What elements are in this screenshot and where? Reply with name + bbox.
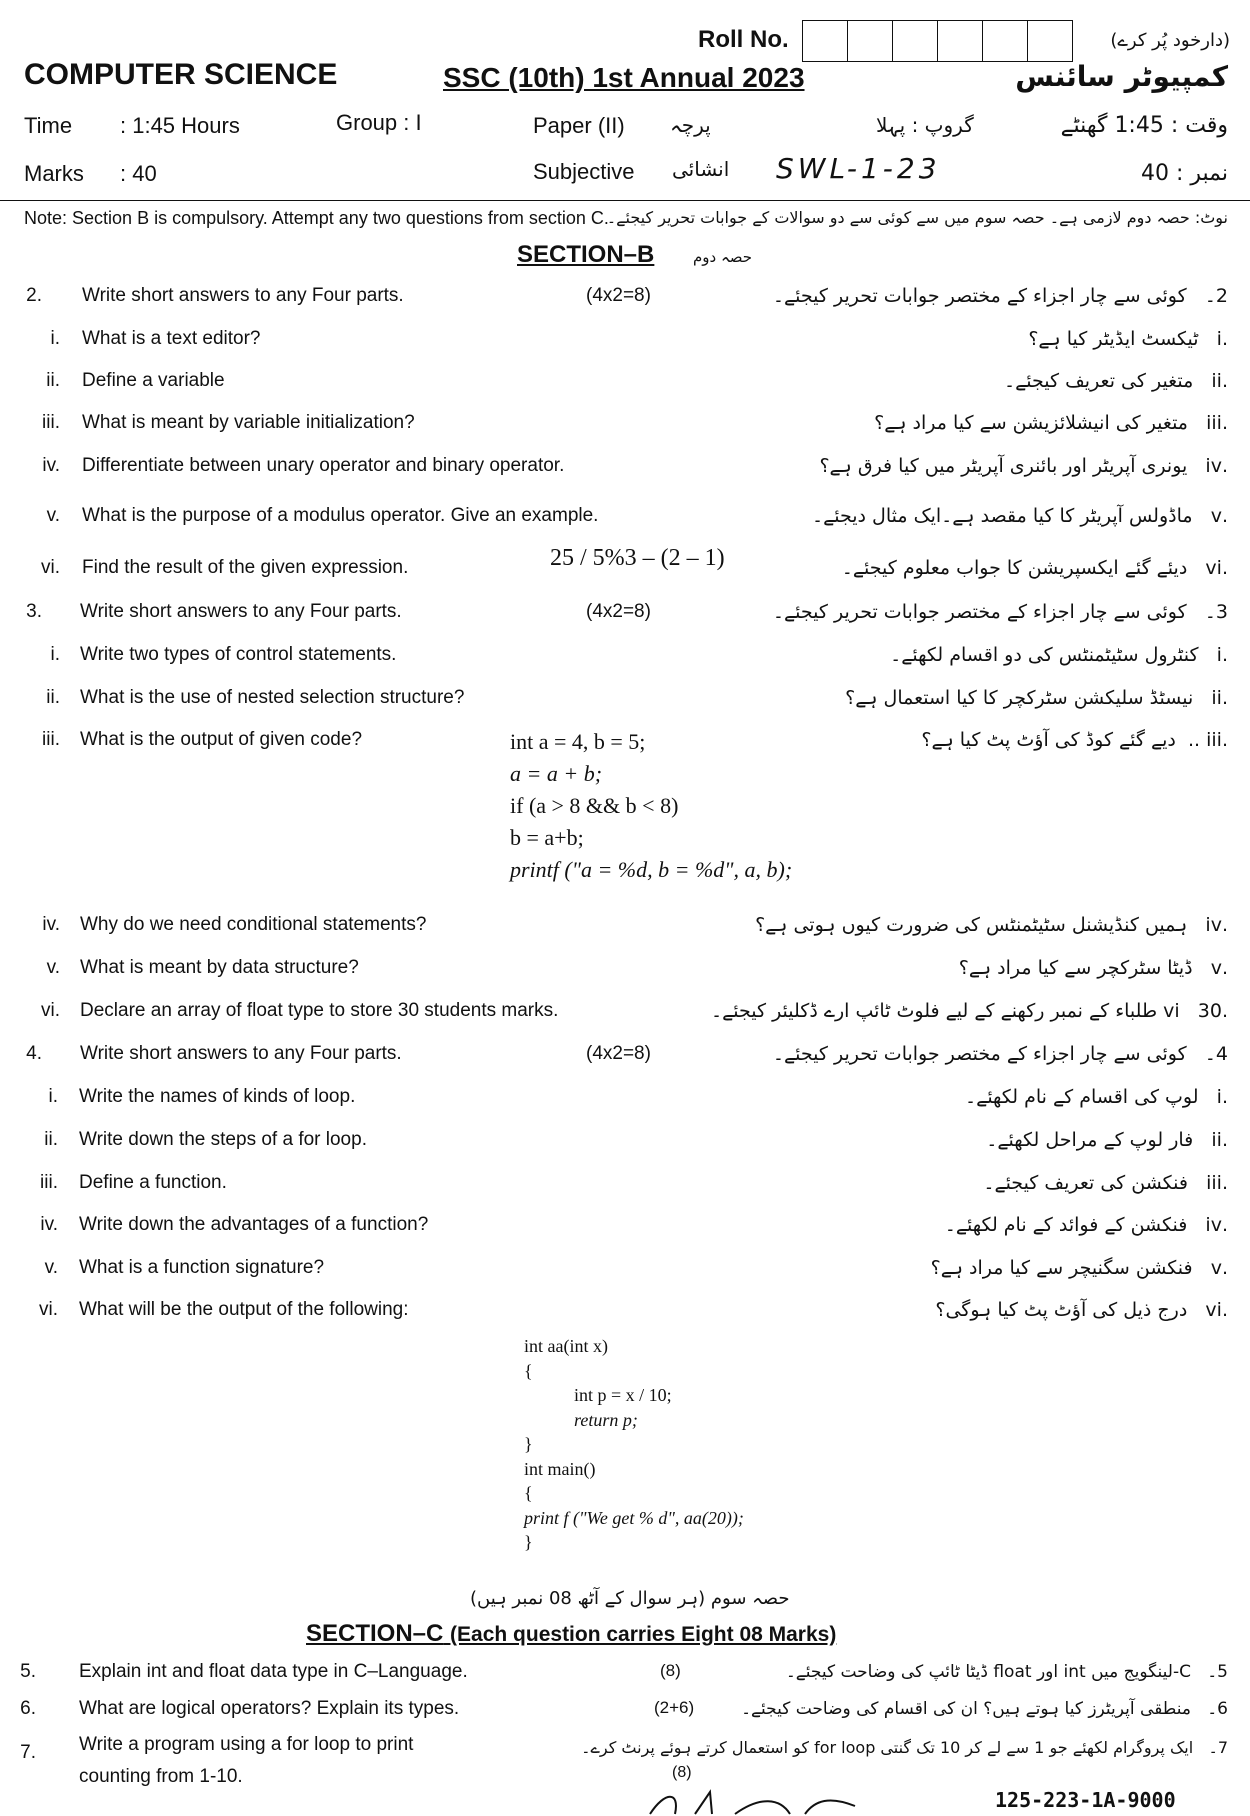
question-part: iv. Write down the advantages of a function? .iv فنکشن کے فوائد کے نام لکھئے۔: [40, 1214, 1228, 1236]
code-block-q3: [510, 726, 792, 886]
question-part: i. Write the names of kinds of loop. .i لوپ کی اقسام کے نام لکھئے۔: [48, 1086, 1228, 1108]
question-part: iv. Differentiate between unary operator and binary operator. .iv یونری آپریٹر اور بائنری آپریٹر میں کیا فرق ہے؟: [42, 455, 1228, 477]
question-part: ii. What is the use of nested selection structure? .ii نیسٹڈ سلیکشن سٹرکچر کا کیا استعمال ہے؟: [46, 687, 1228, 709]
handwritten-paper-code: SWL-1-23: [776, 152, 941, 185]
question-part: v. What is the purpose of a modulus operator. Give an example. .v ماڈولس آپریٹر کا کیا مقصد ہے۔ایک مثال دیجئے۔: [46, 505, 1228, 527]
group-label-urdu: گروپ : پہلا: [876, 113, 974, 137]
roll-box[interactable]: [938, 21, 983, 61]
section-c-subtitle: (Each question carries Eight 08 Marks): [450, 1623, 837, 1646]
roll-box[interactable]: [983, 21, 1028, 61]
question-part: vi. What will be the output of the following: .vi درج ذیل کی آؤٹ پٹ کیا ہوگی؟: [39, 1299, 1228, 1321]
footer-code: 125-223-1A-9000: [995, 1788, 1176, 1812]
code-line: int aa(int x): [524, 1336, 608, 1356]
expression: 25 / 5%3 – (2 – 1): [550, 545, 725, 571]
question-2: [0, 285, 1250, 323]
question-part: ii. Define a variable .ii متغیر کی تعریف کیجئے۔: [46, 370, 1228, 392]
code-line: }: [524, 1532, 533, 1552]
roll-label: Roll No.: [698, 26, 789, 53]
question-part: iii. Define a function. .iii فنکشن کی تعریف کیجئے۔: [40, 1172, 1228, 1194]
time-label-urdu: وقت : 1:45 گھنٹے: [1060, 113, 1228, 138]
section-b-title-urdu: حصہ دوم: [693, 248, 753, 266]
subjective-label-urdu: انشائی: [672, 157, 730, 181]
marks-label-urdu: نمبر : 40: [1140, 161, 1228, 186]
question-7: 7. Write a program using a for loop to print counting from 1-10. 7۔ ایک پروگرام لکھئے جو 1 سے لے کر 10 تک گنتی for loop کو استعمال کرتے ہوئے پرنٹ کرے۔ (8): [20, 1734, 1228, 1787]
time-label: Time: [24, 113, 73, 138]
code-line: {: [524, 1360, 533, 1381]
question-4: 4. Write short answers to any Four parts. (4x2=8) 4۔ کوئی سے چار اجزاء کے مختصر جوابات تحریر کیجئے۔: [26, 1043, 1228, 1065]
question-part: iii. What is meant by variable initialization? .iii متغیر کی انیشلائزیشن سے کیا مراد ہے؟: [42, 412, 1228, 434]
code-line: return p;: [574, 1409, 638, 1430]
marks-value: : 40: [120, 161, 157, 186]
question-6: 6. What are logical operators? Explain its types. (2+6) 6۔ منطقی آپریٹرز کیا ہوتے ہیں؟ ان کی اقسام کی وضاحت کیجئے۔: [20, 1698, 1228, 1719]
question-part: vi. Declare an array of float type to store 30 students marks. .vi 30 طلباء کے نمبر رکھنے کے لیے فلوٹ ٹائپ ارے ڈکلیئر کیجئے۔: [41, 1000, 1228, 1022]
roll-box[interactable]: [893, 21, 938, 61]
roll-box[interactable]: [848, 21, 893, 61]
code-line: printf ("a = %d, b = %d", a, b);: [510, 857, 793, 882]
note-urdu: نوٹ: حصہ دوم لازمی ہے۔ حصہ سوم میں سے کوئی سے دو سوالات کے جوابات تحریر کیجئے۔: [606, 208, 1228, 227]
paper-label: Paper (II): [533, 113, 625, 138]
roll-box[interactable]: [1028, 21, 1072, 61]
subject-title: COMPUTER SCIENCE: [24, 58, 338, 91]
time-value: : 1:45 Hours: [120, 113, 240, 138]
code-line: print f ("We get % d", aa(20));: [524, 1507, 744, 1528]
question-number: 2.: [26, 285, 42, 306]
question-part: i. What is a text editor? .i ٹیکسٹ ایڈیٹر کیا ہے؟: [50, 328, 1228, 350]
roll-label-urdu: (دارخود پُر کرے): [1110, 30, 1230, 51]
question-marks: (4x2=8): [586, 285, 651, 306]
roll-box[interactable]: [803, 21, 848, 61]
question-text-urdu: 2۔ کوئی سے چار اجزاء کے مختصر جوابات تحریر کیجئے۔: [772, 285, 1228, 307]
code-line: int a = 4, b = 5;: [510, 729, 646, 754]
section-c-title-urdu: حصہ سوم (ہر سوال کے آٹھ 08 نمبر ہیں): [470, 1588, 790, 1609]
question-text: Write short answers to any Four parts.: [82, 285, 404, 306]
question-part: i. Write two types of control statements. .i کنٹرول سٹیٹمنٹس کی دو اقسام لکھئے۔: [50, 644, 1228, 666]
group-label: Group : I: [336, 110, 422, 135]
code-line: int main(): [524, 1458, 596, 1479]
question-5: 5. Explain int and float data type in C–Language. (8) 5۔ C-لینگویج میں int اور float ڈیٹا ٹائپ کی وضاحت کیجئے۔: [20, 1661, 1228, 1682]
section-c-heading: SECTION–C: [306, 1620, 444, 1647]
code-line: {: [524, 1483, 533, 1503]
question-3: 3. Write short answers to any Four parts. (4x2=8) 3۔ کوئی سے چار اجزاء کے مختصر جوابات تحریر کیجئے۔: [26, 601, 1228, 623]
question-part: iii. What is the output of given code? .iii .. دیے گئے کوڈ کی آؤٹ پٹ کیا ہے؟: [42, 729, 1228, 751]
roll-number-boxes[interactable]: [802, 20, 1073, 62]
section-b-title: SECTION–B: [517, 241, 655, 268]
subjective-label: Subjective: [533, 159, 635, 184]
marks-label: Marks: [24, 161, 84, 186]
question-part: iv. Why do we need conditional statements? .iv ہمیں کنڈیشنل سٹیٹمنٹس کی ضرورت کیوں ہوتی ہے؟: [42, 914, 1228, 936]
question-part: vi. Find the result of the given expression. .vi دیئے گئے ایکسپریشن کا جواب معلوم کیجئے۔: [41, 557, 1228, 579]
code-line: if (a > 8 && b < 8): [510, 793, 679, 818]
code-line: a = a + b;: [510, 761, 603, 786]
code-block-q4: [524, 1334, 744, 1555]
code-line: b = a+b;: [510, 825, 584, 850]
exam-title: SSC (10th) 1st Annual 2023: [443, 62, 805, 93]
code-line: }: [524, 1434, 533, 1454]
code-line: int p = x / 10;: [574, 1385, 672, 1405]
header-divider: [0, 200, 1250, 201]
subject-title-urdu: کمپیوٹر سائنس: [1015, 60, 1228, 93]
paper-label-urdu: پرچہ: [670, 113, 711, 137]
question-part: v. What is a function signature? .v فنکشن سگنیچر سے کیا مراد ہے؟: [44, 1257, 1228, 1279]
signature: [640, 1786, 870, 1816]
note-english: Note: Section B is compulsory. Attempt any two questions from section C.: [24, 208, 609, 228]
section-c-title: [306, 1620, 836, 1648]
question-part: ii. Write down the steps of a for loop. .ii فار لوپ کے مراحل لکھئے۔: [44, 1129, 1228, 1151]
question-part: v. What is meant by data structure? .v ڈیٹا سٹرکچر سے کیا مراد ہے؟: [46, 957, 1228, 979]
